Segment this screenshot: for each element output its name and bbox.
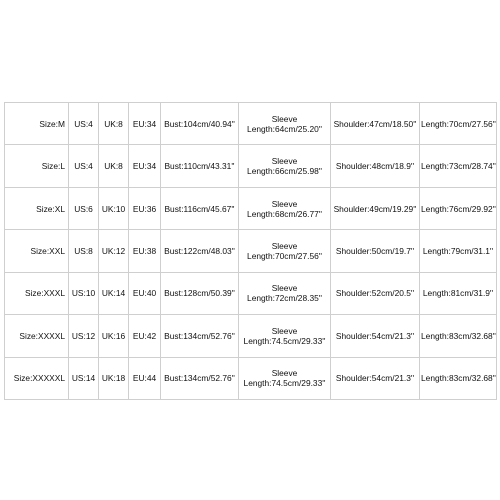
sleeve-label: Sleeve <box>271 283 298 294</box>
eu-size-cell: EU:36 <box>129 187 161 229</box>
eu-size-cell: EU:34 <box>129 145 161 187</box>
eu-size-cell: EU:40 <box>129 272 161 314</box>
eu-size-cell: EU:44 <box>129 357 161 399</box>
us-size-cell: US:8 <box>69 230 99 272</box>
bust-cell: Bust:116cm/45.67'' <box>161 187 239 229</box>
length-cell: Length:76cm/29.92'' <box>420 187 497 229</box>
sleeve-cell <box>239 145 331 187</box>
sleeve-label: Sleeve <box>271 156 298 167</box>
uk-size-cell: UK:8 <box>99 145 129 187</box>
sleeve-value: Length:72cm/28.35'' <box>247 293 322 304</box>
sleeve-value: Length:64cm/25.20'' <box>247 123 322 134</box>
sleeve-label: Sleeve <box>271 325 298 336</box>
table-row <box>5 187 497 229</box>
sleeve-value: Length:70cm/27.56'' <box>247 250 322 261</box>
eu-size-cell: EU:38 <box>129 230 161 272</box>
size-cell: Size:XXXL <box>5 272 69 314</box>
sleeve-cell <box>239 315 331 357</box>
length-cell: Length:81cm/31.9'' <box>420 272 497 314</box>
sleeve-cell <box>239 187 331 229</box>
shoulder-cell: Shoulder:54cm/21.3'' <box>331 357 420 399</box>
bust-cell: Bust:104cm/40.94'' <box>161 103 239 145</box>
table-row <box>5 357 497 399</box>
sleeve-value: Length:74.5cm/29.33'' <box>243 335 326 346</box>
shoulder-cell: Shoulder:48cm/18.9'' <box>331 145 420 187</box>
size-cell: Size:XXXXXL <box>5 357 69 399</box>
sleeve-label: Sleeve <box>271 198 298 209</box>
us-size-cell: US:4 <box>69 103 99 145</box>
eu-size-cell: EU:34 <box>129 103 161 145</box>
bust-cell: Bust:110cm/43.31'' <box>161 145 239 187</box>
length-cell: Length:83cm/32.68'' <box>420 357 497 399</box>
length-cell: Length:83cm/32.68'' <box>420 315 497 357</box>
size-cell: Size:L <box>5 145 69 187</box>
length-cell: Length:70cm/27.56'' <box>420 103 497 145</box>
sleeve-cell <box>239 357 331 399</box>
shoulder-cell: Shoulder:52cm/20.5'' <box>331 272 420 314</box>
us-size-cell: US:14 <box>69 357 99 399</box>
us-size-cell: US:6 <box>69 187 99 229</box>
uk-size-cell: UK:8 <box>99 103 129 145</box>
table-row <box>5 272 497 314</box>
length-cell: Length:79cm/31.1'' <box>420 230 497 272</box>
sleeve-label: Sleeve <box>271 240 298 251</box>
table-row <box>5 315 497 357</box>
bust-cell: Bust:122cm/48.03'' <box>161 230 239 272</box>
bust-cell: Bust:134cm/52.76'' <box>161 315 239 357</box>
shoulder-cell: Shoulder:47cm/18.50'' <box>331 103 420 145</box>
uk-size-cell: UK:10 <box>99 187 129 229</box>
sleeve-label: Sleeve <box>271 113 298 124</box>
eu-size-cell: EU:42 <box>129 315 161 357</box>
sleeve-value: Length:74.5cm/29.33'' <box>243 378 326 389</box>
table-row <box>5 145 497 187</box>
sleeve-cell <box>239 103 331 145</box>
table-row <box>5 230 497 272</box>
shoulder-cell: Shoulder:50cm/19.7'' <box>331 230 420 272</box>
size-cell: Size:XXXXL <box>5 315 69 357</box>
uk-size-cell: UK:14 <box>99 272 129 314</box>
size-chart-table <box>4 102 497 400</box>
size-cell: Size:XXL <box>5 230 69 272</box>
sleeve-cell <box>239 230 331 272</box>
sleeve-value: Length:66cm/25.98'' <box>247 166 322 177</box>
sleeve-label: Sleeve <box>271 368 298 379</box>
uk-size-cell: UK:16 <box>99 315 129 357</box>
bust-cell: Bust:134cm/52.76'' <box>161 357 239 399</box>
shoulder-cell: Shoulder:49cm/19.29'' <box>331 187 420 229</box>
table-row <box>5 103 497 145</box>
sleeve-cell <box>239 272 331 314</box>
size-cell: Size:M <box>5 103 69 145</box>
us-size-cell: US:4 <box>69 145 99 187</box>
shoulder-cell: Shoulder:54cm/21.3'' <box>331 315 420 357</box>
us-size-cell: US:10 <box>69 272 99 314</box>
size-cell: Size:XL <box>5 187 69 229</box>
length-cell: Length:73cm/28.74'' <box>420 145 497 187</box>
us-size-cell: US:12 <box>69 315 99 357</box>
uk-size-cell: UK:18 <box>99 357 129 399</box>
bust-cell: Bust:128cm/50.39'' <box>161 272 239 314</box>
sleeve-value: Length:68cm/26.77'' <box>247 208 322 219</box>
uk-size-cell: UK:12 <box>99 230 129 272</box>
